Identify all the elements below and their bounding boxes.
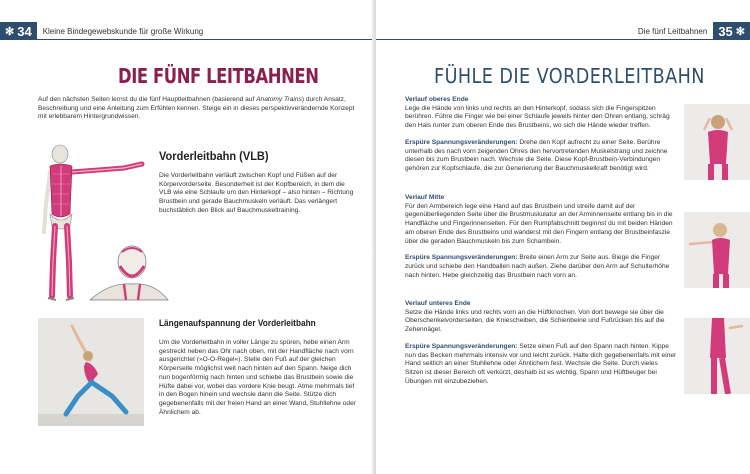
sub-label: Erspüre Spannungsveränderungen: bbox=[405, 254, 518, 262]
head-loop-illustration bbox=[80, 238, 170, 306]
right-running-title: Die fünf Leitbahnen bbox=[637, 26, 708, 36]
right-page-title: FÜHLE DIE VORDERLEITBAHN bbox=[434, 64, 705, 88]
left-page-number-box bbox=[0, 22, 37, 40]
vlb-paragraph: Die Vorderleitbahn verläuft zwischen Kopf und Füßen auf der Körpervorderseite. Besonderheit ist der Kopfbereich, in dem die VLB wie eine Schlaufe um den Hinterkopf – also hinten – Richtung Brustbein und gerade Bauchmuskeln verläuft. Das verlängert buchstäblich den Blick auf Bauchmuskeltraining. bbox=[159, 172, 354, 214]
intro-paragraph bbox=[38, 96, 360, 122]
pelvis-tilt-photo bbox=[684, 318, 750, 394]
stretch-heading: Längenaufspannung der Vorderleitbahn bbox=[159, 318, 316, 328]
section-heading: Verlauf unteres Ende bbox=[405, 300, 471, 307]
intro-text-b: ) durch Ansatz, Beschreibung und eine Anleitung zum Erfühlen kennen. Steige ein in dieses perspektivverändernde Konzept mit erlebbarem Hintergrundwissen. bbox=[38, 96, 355, 121]
vlb-heading: Vorderleitbahn (VLB) bbox=[159, 149, 269, 163]
left-page-title: DIE FÜNF LEITBAHNEN bbox=[118, 64, 319, 88]
dancer-logo-icon: ✻ bbox=[735, 25, 745, 38]
section-middle bbox=[405, 194, 677, 288]
section-sub bbox=[405, 139, 677, 174]
section-upper-end bbox=[405, 96, 677, 182]
right-page-number: 35 bbox=[718, 23, 733, 39]
section-text: Lege die Hände von links und rechts an den Hinterkopf, sodass sich die Fingerspitzen berühren. Führe die Finger wie bei einer Schlaufe jeweils hinter den Ohren entlang, schräg den Hals runter zum oberen Ende des Brustbeins, wo sich die Hände wieder treffen. bbox=[405, 104, 670, 130]
section-heading: Verlauf oberes Ende bbox=[405, 96, 469, 103]
sub-label: Erspüre Spannungsveränderungen: bbox=[405, 138, 518, 146]
intro-text-a: Auf den nächsten Seiten lernst du die fünf Hauptleitbahnen (basierend auf bbox=[38, 96, 257, 103]
left-running-title: Kleine Bindegewebskunde für große Wirkung bbox=[42, 26, 204, 36]
right-page bbox=[376, 0, 750, 474]
section-lower-end bbox=[405, 300, 677, 394]
left-header bbox=[0, 22, 374, 40]
section-text: Setze die Hände links und rechts vorn an die Hüftknochen. Von dort bewege sie über die Oberschenkelvorderseiten, die Kniescheiben, die Schienbeine und Fußrücken bis auf die Zehennägel. bbox=[405, 308, 665, 334]
left-header-rule bbox=[0, 39, 374, 40]
sub-text: Drehe den Kopf aufrecht zu einer Seite. Berühre unterhalb des nach vorn zeigenden Ohres den hervortretenden Muskelstrang und zeichne diesen bis zum Brustbein nach. Wechsle die Seite. Diese Kopf-Brustbein-Verbindungen gehören zur Kopfschlaufe, die zur Generierung der Bauchmuskelkraft benötigt wird. bbox=[405, 138, 668, 172]
section-sub bbox=[405, 254, 677, 280]
intro-text-italic: Anatomy Trains bbox=[256, 96, 302, 103]
dancer-logo-icon: ✻ bbox=[5, 25, 15, 38]
sub-label: Erspüre Spannungsveränderungen: bbox=[405, 342, 518, 350]
head-touch-photo bbox=[684, 104, 750, 180]
yoga-lunge-photo bbox=[38, 318, 144, 426]
left-page-number: 34 bbox=[17, 23, 32, 39]
right-page-number-box bbox=[713, 22, 750, 40]
stretch-paragraph: Um die Vorderleitbahn in voller Länge zu spüren, hebe einen Arm gestreckt neben das Ohr nach oben, mit der Handfläche nach vorn ausgerichtet (»O-O-Regel«). Stelle den Fuß auf der gleichen Körperseite möglichst weit nach hinten auf den Spann. Neige dich nun bogenförmig nach hinten und schiebe das Brustbein sowie die Hüfte dabei vor, wobei das vordere Knie beugt. Atme mehrmals tief in den Bogen hinein und wechsle dann die Seite. Stütze dich gegebenenfalls mit der freien Hand an einer Wand, Stuhllehne oder Ähnlichem ab. bbox=[159, 339, 356, 416]
right-header bbox=[376, 22, 750, 40]
sub-text: Setze einen Fuß auf den Spann nach hinten. Kippe nun das Becken mehrmals intensiv vor und leicht zurück. Halte dich gegebenenfalls mit einer Hand seitlich an einer Stuhllehne oder Ähnlichem fest. Wechsle die Seite. Durch vieles Sitzen ist dieser Bereich oft verkürzt, deshalb ist es wichtig, Spann und Hüftbeuger bei Übungen mit einzubeziehen. bbox=[405, 342, 677, 385]
section-heading: Verlauf Mitte bbox=[405, 194, 445, 201]
arm-stretch-photo bbox=[684, 212, 750, 288]
section-text: Für den Armbereich lege eine Hand auf das Brustbein und streife damit auf der gegenüberliegenden Seite über die Brustmuskulatur an der Arminnenseite entlang bis in die Handfläche und Fingerinnenseiten. Für den Rumpfabschnitt beginnst du mit beiden Händen am oberen Ende des Brustbeins und wanderst mit den Fingern entlang der Brustbeinfaszie über die geraden Bauchmuskeln bis zum Schambein. bbox=[405, 202, 673, 245]
section-sub bbox=[405, 343, 677, 387]
right-header-rule bbox=[376, 39, 750, 40]
left-page bbox=[0, 0, 374, 474]
sub-text: Breite einen Arm zur Seite aus. Biege die Finger zurück und schiebe den Handballen nach außen. Ziehe darüber den Arm auf Schulterhöhe nach hinten. Hebe gleichzeitig das Brustbein nach vorn an. bbox=[405, 254, 670, 279]
